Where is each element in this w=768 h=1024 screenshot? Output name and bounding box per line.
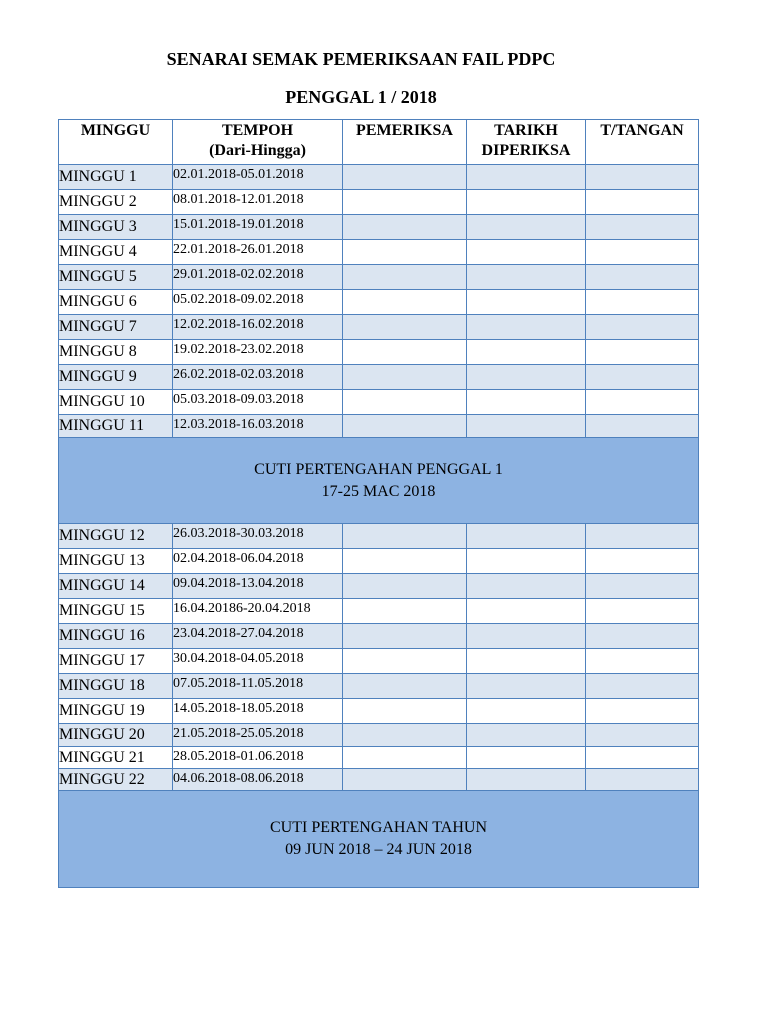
tarikh-diperiksa-cell[interactable] xyxy=(467,165,586,190)
tandatangan-cell[interactable] xyxy=(586,165,699,190)
table-body-term-1b xyxy=(59,524,699,791)
table-row xyxy=(59,415,699,438)
pemeriksa-cell[interactable] xyxy=(343,674,467,699)
date-range-cell: 05.02.2018-09.02.2018 xyxy=(173,290,343,315)
table-row xyxy=(59,699,699,724)
document-subtitle: PENGGAL 1 / 2018 xyxy=(285,87,437,107)
pemeriksa-cell[interactable] xyxy=(343,699,467,724)
header-pemeriksa-label: PEMERIKSA xyxy=(356,122,453,139)
table-row xyxy=(59,747,699,769)
tandatangan-cell[interactable] xyxy=(586,624,699,649)
table-row xyxy=(59,365,699,390)
pemeriksa-cell[interactable] xyxy=(343,524,467,549)
week-cell: MINGGU 10 xyxy=(59,390,173,415)
date-range-cell: 16.04.20186-20.04.2018 xyxy=(173,599,343,624)
tandatangan-cell[interactable] xyxy=(586,190,699,215)
tandatangan-cell[interactable] xyxy=(586,769,699,791)
tandatangan-cell[interactable] xyxy=(586,340,699,365)
date-range-cell: 26.03.2018-30.03.2018 xyxy=(173,524,343,549)
pemeriksa-cell[interactable] xyxy=(343,624,467,649)
week-cell: MINGGU 1 xyxy=(59,165,173,190)
tandatangan-cell[interactable] xyxy=(586,315,699,340)
week-cell: MINGGU 14 xyxy=(59,574,173,599)
table-row xyxy=(59,165,699,190)
tandatangan-cell[interactable] xyxy=(586,290,699,315)
pemeriksa-cell[interactable] xyxy=(343,265,467,290)
header-tempoh-label: TEMPOH xyxy=(221,122,294,139)
table-row xyxy=(59,215,699,240)
tarikh-diperiksa-cell[interactable] xyxy=(467,365,586,390)
week-cell: MINGGU 7 xyxy=(59,315,173,340)
pemeriksa-cell[interactable] xyxy=(343,574,467,599)
table-row xyxy=(59,724,699,747)
pemeriksa-cell[interactable] xyxy=(343,599,467,624)
tandatangan-cell[interactable] xyxy=(586,674,699,699)
pemeriksa-cell[interactable] xyxy=(343,215,467,240)
tarikh-diperiksa-cell[interactable] xyxy=(467,215,586,240)
tarikh-diperiksa-cell[interactable] xyxy=(467,315,586,340)
table-row xyxy=(59,769,699,791)
date-range-cell: 29.01.2018-02.02.2018 xyxy=(173,265,343,290)
week-cell: MINGGU 11 xyxy=(59,415,173,438)
table-row xyxy=(59,574,699,599)
table-row xyxy=(59,599,699,624)
week-cell: MINGGU 3 xyxy=(59,215,173,240)
break-mid-year-dates: 09 JUN 2018 – 24 JUN 2018 xyxy=(285,841,472,858)
date-range-cell: 23.04.2018-27.04.2018 xyxy=(173,624,343,649)
tandatangan-cell[interactable] xyxy=(586,215,699,240)
header-minggu xyxy=(59,120,173,165)
pemeriksa-cell[interactable] xyxy=(343,390,467,415)
tarikh-diperiksa-cell[interactable] xyxy=(467,524,586,549)
week-cell: MINGGU 22 xyxy=(59,769,173,791)
table-break-1 xyxy=(59,438,699,524)
date-range-cell: 09.04.2018-13.04.2018 xyxy=(173,574,343,599)
tarikh-diperiksa-cell[interactable] xyxy=(467,340,586,365)
pemeriksa-cell[interactable] xyxy=(343,190,467,215)
tarikh-diperiksa-cell[interactable] xyxy=(467,190,586,215)
week-cell: MINGGU 15 xyxy=(59,599,173,624)
date-range-cell: 19.02.2018-23.02.2018 xyxy=(173,340,343,365)
header-pemeriksa xyxy=(343,120,467,165)
tandatangan-cell[interactable] xyxy=(586,265,699,290)
break-row-mid-year xyxy=(59,791,699,888)
date-range-cell: 02.04.2018-06.04.2018 xyxy=(173,549,343,574)
header-tarikh xyxy=(467,120,586,165)
tandatangan-cell[interactable] xyxy=(586,699,699,724)
table-row xyxy=(59,674,699,699)
tarikh-diperiksa-cell[interactable] xyxy=(467,390,586,415)
break-mid-term-title: CUTI PERTENGAHAN PENGGAL 1 xyxy=(254,460,503,478)
week-cell: MINGGU 16 xyxy=(59,624,173,649)
tarikh-diperiksa-cell[interactable] xyxy=(467,624,586,649)
break-cell-mid-term xyxy=(59,438,699,524)
week-cell: MINGGU 19 xyxy=(59,699,173,724)
table-row xyxy=(59,549,699,574)
table-row xyxy=(59,390,699,415)
tarikh-diperiksa-cell[interactable] xyxy=(467,599,586,624)
date-range-cell: 22.01.2018-26.01.2018 xyxy=(173,240,343,265)
tandatangan-cell[interactable] xyxy=(586,549,699,574)
tandatangan-cell[interactable] xyxy=(586,390,699,415)
table-row xyxy=(59,240,699,265)
tandatangan-cell[interactable] xyxy=(586,365,699,390)
tarikh-diperiksa-cell[interactable] xyxy=(467,574,586,599)
week-cell: MINGGU 21 xyxy=(59,747,173,769)
table-row xyxy=(59,524,699,549)
tarikh-diperiksa-cell[interactable] xyxy=(467,724,586,747)
date-range-cell: 05.03.2018-09.03.2018 xyxy=(173,390,343,415)
pemeriksa-cell[interactable] xyxy=(343,724,467,747)
pemeriksa-cell[interactable] xyxy=(343,165,467,190)
week-cell: MINGGU 4 xyxy=(59,240,173,265)
date-range-cell: 07.05.2018-11.05.2018 xyxy=(173,674,343,699)
week-cell: MINGGU 17 xyxy=(59,649,173,674)
pemeriksa-cell[interactable] xyxy=(343,549,467,574)
tarikh-diperiksa-cell[interactable] xyxy=(467,769,586,791)
tandatangan-cell[interactable] xyxy=(586,240,699,265)
table-body-term-1a xyxy=(59,165,699,438)
table-row xyxy=(59,315,699,340)
tarikh-diperiksa-cell[interactable] xyxy=(467,649,586,674)
date-range-cell: 30.04.2018-04.05.2018 xyxy=(173,649,343,674)
date-range-cell: 14.05.2018-18.05.2018 xyxy=(173,699,343,724)
tandatangan-cell[interactable] xyxy=(586,649,699,674)
header-minggu-label: MINGGU xyxy=(80,122,151,139)
table-break-2 xyxy=(59,791,699,888)
tarikh-diperiksa-cell[interactable] xyxy=(467,747,586,769)
break-mid-term-dates: 17-25 MAC 2018 xyxy=(321,482,436,500)
date-range-cell: 26.02.2018-02.03.2018 xyxy=(173,365,343,390)
header-tarikh-sublabel: DIPERIKSA xyxy=(481,142,571,159)
week-cell: MINGGU 18 xyxy=(59,674,173,699)
date-range-cell: 04.06.2018-08.06.2018 xyxy=(173,769,343,791)
header-tempoh xyxy=(173,120,343,165)
header-tarikh-label: TARIKH xyxy=(494,122,558,139)
table-row xyxy=(59,624,699,649)
table-row xyxy=(59,649,699,674)
tandatangan-cell[interactable] xyxy=(586,415,699,438)
week-cell: MINGGU 20 xyxy=(59,724,173,747)
tarikh-diperiksa-cell[interactable] xyxy=(467,699,586,724)
week-cell: MINGGU 12 xyxy=(59,524,173,549)
tarikh-diperiksa-cell[interactable] xyxy=(467,265,586,290)
pemeriksa-cell[interactable] xyxy=(343,747,467,769)
table-row xyxy=(59,290,699,315)
pemeriksa-cell[interactable] xyxy=(343,340,467,365)
date-range-cell: 12.02.2018-16.02.2018 xyxy=(173,315,343,340)
header-ttangan-label: T/TANGAN xyxy=(600,122,684,139)
table-row xyxy=(59,340,699,365)
week-cell: MINGGU 13 xyxy=(59,549,173,574)
break-row-mid-term xyxy=(59,438,699,524)
pemeriksa-cell[interactable] xyxy=(343,365,467,390)
date-range-cell: 21.05.2018-25.05.2018 xyxy=(173,724,343,747)
date-range-cell: 12.03.2018-16.03.2018 xyxy=(173,415,343,438)
pemeriksa-cell[interactable] xyxy=(343,649,467,674)
pemeriksa-cell[interactable] xyxy=(343,315,467,340)
date-range-cell: 28.05.2018-01.06.2018 xyxy=(173,747,343,769)
header-ttangan xyxy=(586,120,699,165)
tandatangan-cell[interactable] xyxy=(586,724,699,747)
tarikh-diperiksa-cell[interactable] xyxy=(467,240,586,265)
date-range-cell: 02.01.2018-05.01.2018 xyxy=(173,165,343,190)
pemeriksa-cell[interactable] xyxy=(343,240,467,265)
pemeriksa-cell[interactable] xyxy=(343,769,467,791)
tarikh-diperiksa-cell[interactable] xyxy=(467,290,586,315)
week-cell: MINGGU 9 xyxy=(59,365,173,390)
tarikh-diperiksa-cell[interactable] xyxy=(467,415,586,438)
table-row xyxy=(59,265,699,290)
tandatangan-cell[interactable] xyxy=(586,524,699,549)
header-tempoh-sublabel: (Dari-Hingga) xyxy=(209,142,306,159)
tandatangan-cell[interactable] xyxy=(586,574,699,599)
break-cell-mid-year xyxy=(59,791,699,888)
week-cell: MINGGU 8 xyxy=(59,340,173,365)
tandatangan-cell[interactable] xyxy=(586,599,699,624)
break-mid-year-title: CUTI PERTENGAHAN TAHUN xyxy=(269,819,487,836)
tarikh-diperiksa-cell[interactable] xyxy=(467,674,586,699)
pemeriksa-cell[interactable] xyxy=(343,290,467,315)
document-title: SENARAI SEMAK PEMERIKSAAN FAIL PDPC xyxy=(166,49,556,69)
date-range-cell: 08.01.2018-12.01.2018 xyxy=(173,190,343,215)
pemeriksa-cell[interactable] xyxy=(343,415,467,438)
week-cell: MINGGU 5 xyxy=(59,265,173,290)
date-range-cell: 15.01.2018-19.01.2018 xyxy=(173,215,343,240)
tarikh-diperiksa-cell[interactable] xyxy=(467,549,586,574)
week-cell: MINGGU 6 xyxy=(59,290,173,315)
tandatangan-cell[interactable] xyxy=(586,747,699,769)
header-row xyxy=(59,120,699,165)
week-cell: MINGGU 2 xyxy=(59,190,173,215)
table-row xyxy=(59,190,699,215)
checklist-table xyxy=(58,119,699,888)
